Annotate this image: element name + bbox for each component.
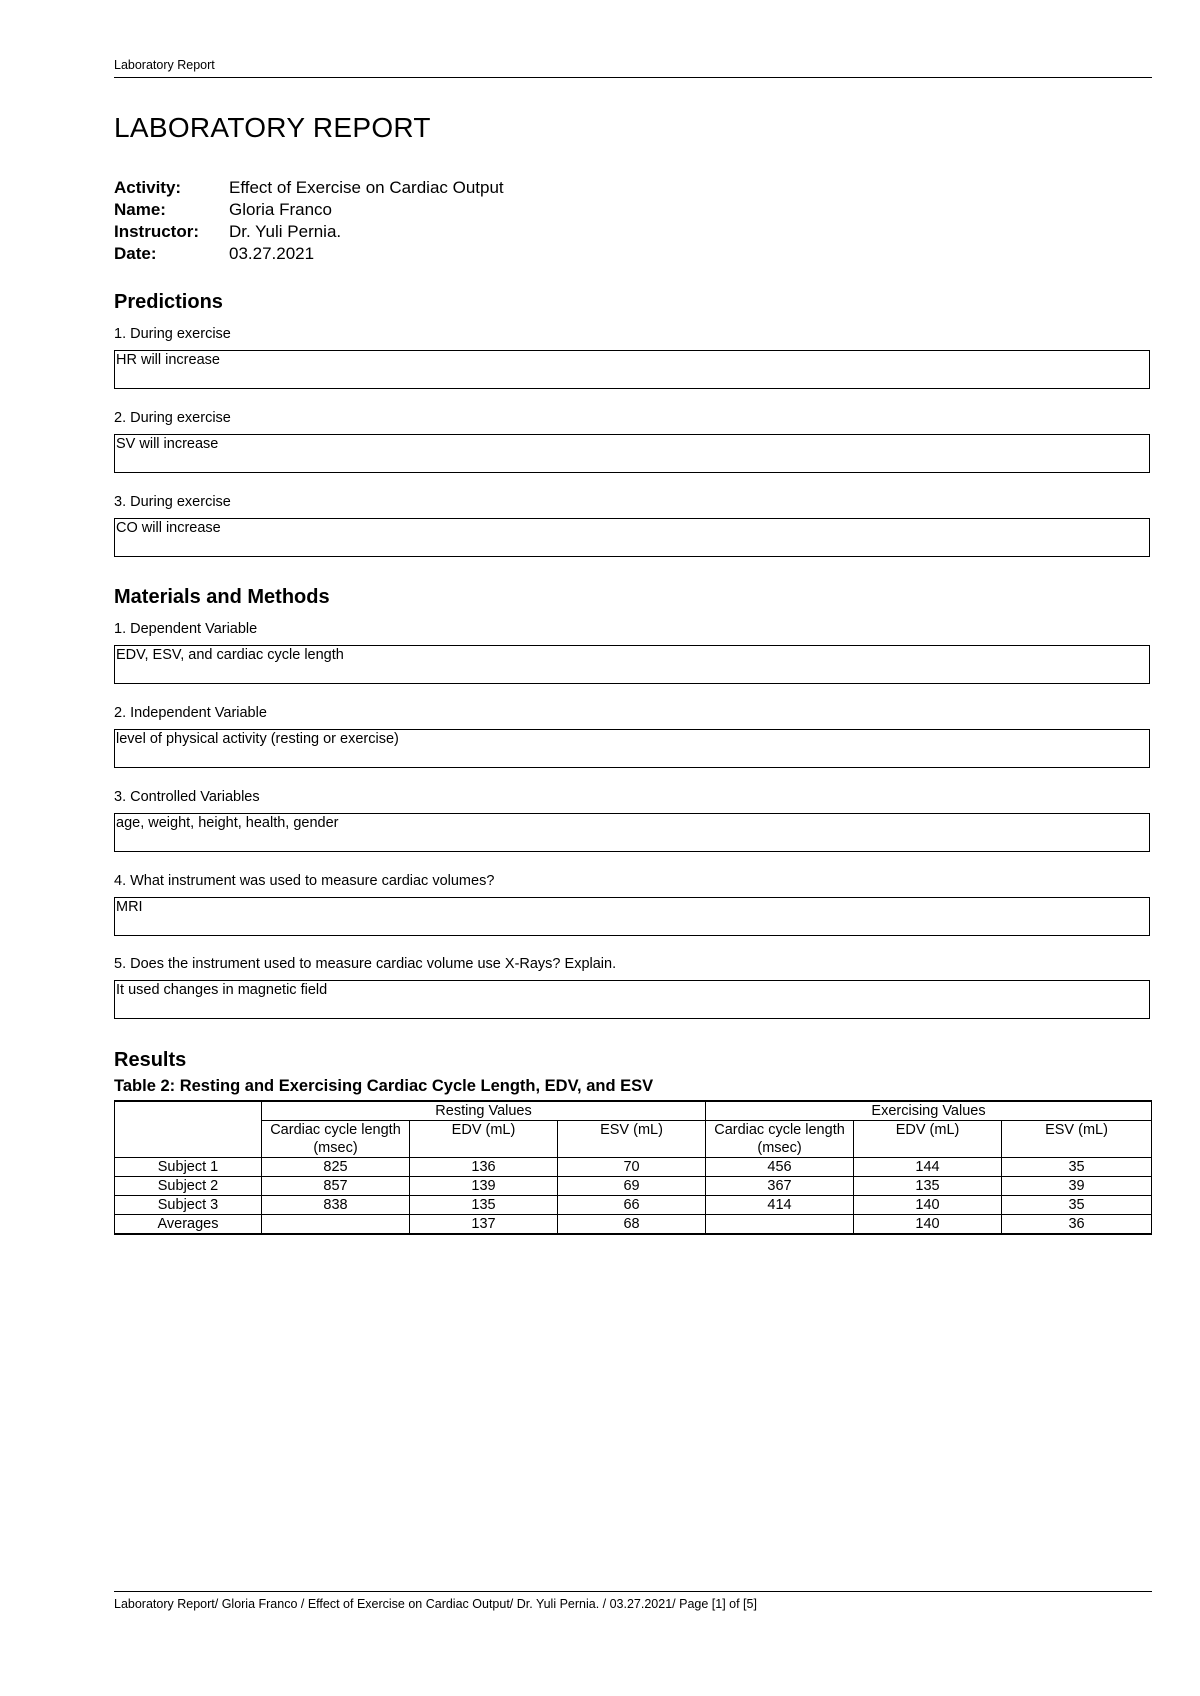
table-cell	[706, 1215, 854, 1235]
meta-key: Instructor:	[114, 222, 199, 241]
method-1-answer: EDV, ESV, and cardiac cycle length	[114, 645, 1150, 684]
table-cell	[262, 1215, 410, 1235]
table-corner-cell	[115, 1101, 262, 1158]
row-label: Subject 3	[115, 1196, 262, 1215]
prediction-2-answer: SV will increase	[114, 434, 1150, 473]
footer-rule	[114, 1591, 1152, 1592]
method-1-label: 1. Dependent Variable	[114, 621, 258, 637]
meta-key: Name:	[114, 200, 166, 219]
method-3-label: 3. Controlled Variables	[114, 789, 260, 805]
method-2-answer: level of physical activity (resting or exercise)	[114, 729, 1150, 768]
table-cell: 139	[410, 1177, 558, 1196]
table-cell: 456	[706, 1158, 854, 1177]
table-cell: 140	[854, 1215, 1002, 1235]
table-cell: 35	[1002, 1158, 1152, 1177]
meta-row-activity	[114, 177, 504, 199]
table-cell: 136	[410, 1158, 558, 1177]
table-group-header-row	[115, 1101, 1152, 1121]
table-cell: 66	[558, 1196, 706, 1215]
meta-value: Effect of Exercise on Cardiac Output	[229, 178, 504, 197]
table-cell: 70	[558, 1158, 706, 1177]
predictions-heading: Predictions	[114, 291, 223, 313]
table-row-averages	[115, 1215, 1152, 1235]
method-3-answer: age, weight, height, health, gender	[114, 813, 1150, 852]
table-cell: 135	[410, 1196, 558, 1215]
prediction-3-label: 3. During exercise	[114, 494, 231, 510]
meta-row-instructor	[114, 221, 504, 243]
meta-row-date	[114, 243, 504, 265]
table-cell: 144	[854, 1158, 1002, 1177]
report-meta	[114, 177, 504, 265]
table-cell: 69	[558, 1177, 706, 1196]
column-header: ESV (mL)	[558, 1121, 706, 1158]
running-footer: Laboratory Report/ Gloria Franco / Effect of Exercise on Cardiac Output/ Dr. Yuli Pernia. / 03.27.2021/ Page [1] of [5]	[114, 1597, 757, 1611]
prediction-3-answer: CO will increase	[114, 518, 1150, 557]
column-header: EDV (mL)	[410, 1121, 558, 1158]
meta-key: Date:	[114, 244, 157, 263]
results-heading: Results	[114, 1049, 187, 1071]
results-table	[114, 1100, 1152, 1235]
prediction-1-answer: HR will increase	[114, 350, 1150, 389]
group-header-resting: Resting Values	[262, 1101, 706, 1121]
row-label: Averages	[115, 1215, 262, 1235]
table-row	[115, 1177, 1152, 1196]
row-label: Subject 2	[115, 1177, 262, 1196]
group-header-exercising: Exercising Values	[706, 1101, 1152, 1121]
method-2-label: 2. Independent Variable	[114, 705, 267, 721]
row-label: Subject 1	[115, 1158, 262, 1177]
method-4-answer: MRI	[114, 897, 1150, 936]
method-5-label: 5. Does the instrument used to measure cardiac volume use X-Rays? Explain.	[114, 956, 617, 972]
table-row	[115, 1196, 1152, 1215]
method-5-answer: It used changes in magnetic field	[114, 980, 1150, 1019]
table-cell: 36	[1002, 1215, 1152, 1235]
meta-value: Gloria Franco	[229, 200, 332, 219]
report-title: LABORATORY REPORT	[114, 112, 431, 143]
running-header: Laboratory Report	[114, 58, 215, 72]
meta-row-name	[114, 199, 504, 221]
column-header: EDV (mL)	[854, 1121, 1002, 1158]
table-cell: 68	[558, 1215, 706, 1235]
table-cell: 367	[706, 1177, 854, 1196]
methods-heading: Materials and Methods	[114, 586, 330, 608]
table-column-header-row	[115, 1121, 1152, 1158]
table-row	[115, 1158, 1152, 1177]
table-cell: 414	[706, 1196, 854, 1215]
meta-key: Activity:	[114, 178, 182, 197]
meta-value: 03.27.2021	[229, 244, 315, 263]
table-cell: 857	[262, 1177, 410, 1196]
prediction-2-label: 2. During exercise	[114, 410, 231, 426]
table-cell: 39	[1002, 1177, 1152, 1196]
column-header: ESV (mL)	[1002, 1121, 1152, 1158]
table-cell: 137	[410, 1215, 558, 1235]
table-cell: 825	[262, 1158, 410, 1177]
column-header: Cardiac cycle length (msec)	[262, 1121, 410, 1158]
table-cell: 35	[1002, 1196, 1152, 1215]
table-cell: 135	[854, 1177, 1002, 1196]
header-rule	[114, 77, 1152, 78]
table-cell: 838	[262, 1196, 410, 1215]
table-cell: 140	[854, 1196, 1002, 1215]
column-header: Cardiac cycle length (msec)	[706, 1121, 854, 1158]
meta-value: Dr. Yuli Pernia.	[229, 222, 342, 241]
table-title: Table 2: Resting and Exercising Cardiac Cycle Length, EDV, and ESV	[114, 1077, 654, 1095]
method-4-label: 4. What instrument was used to measure cardiac volumes?	[114, 873, 495, 889]
prediction-1-label: 1. During exercise	[114, 326, 231, 342]
